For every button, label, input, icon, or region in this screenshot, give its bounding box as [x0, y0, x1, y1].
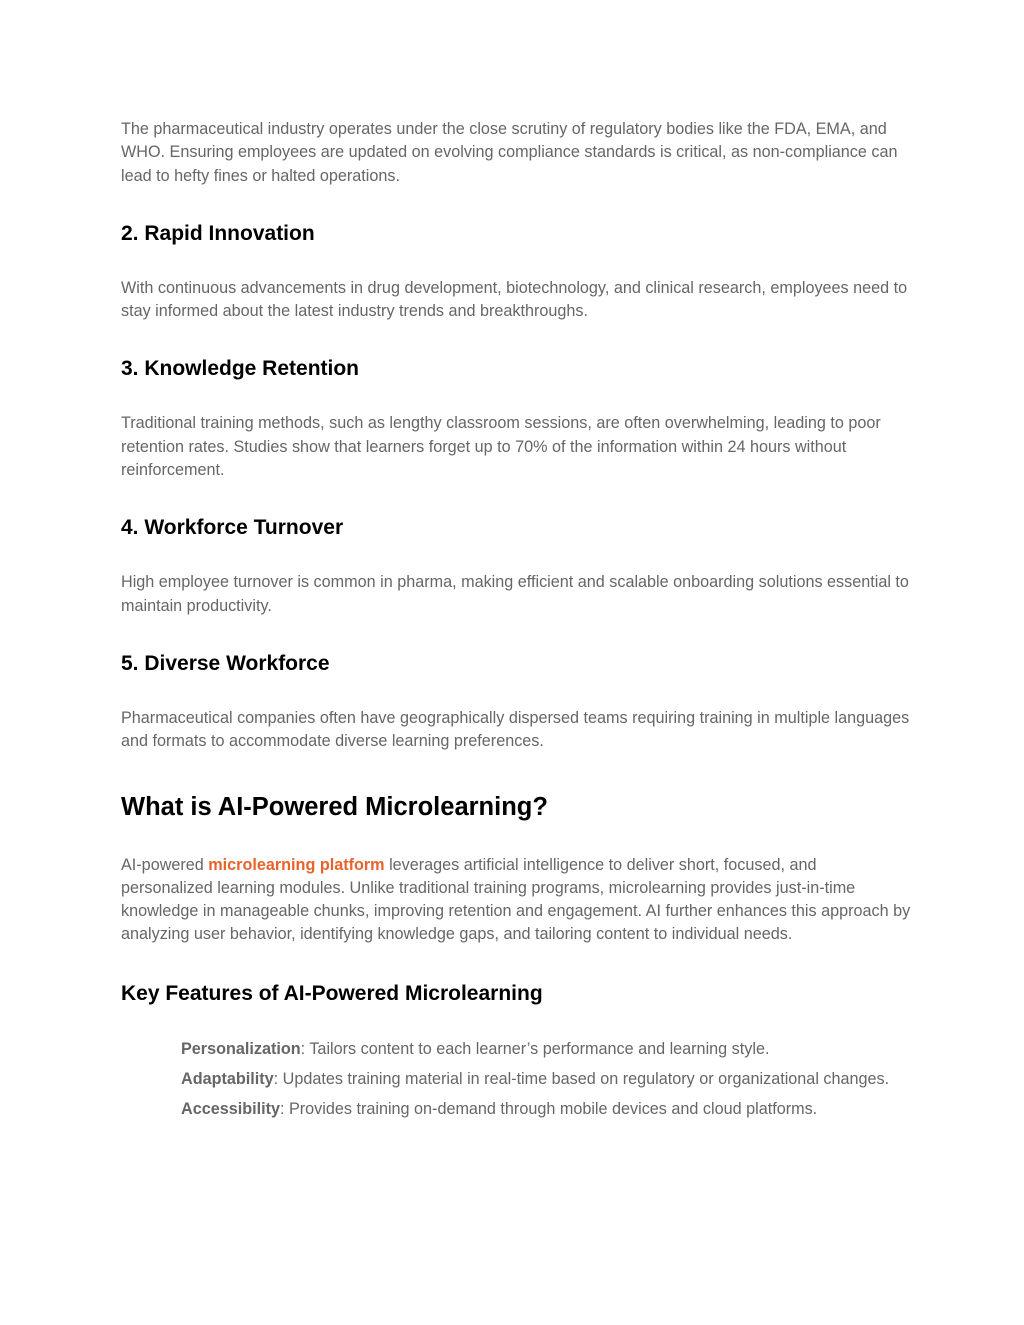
feature-term: Adaptability	[181, 1070, 274, 1089]
feature-item-personalization	[181, 1034, 911, 1064]
section-heading-workforce-turnover: 4. Workforce Turnover	[121, 516, 344, 540]
intro-paragraph: The pharmaceutical industry operates under the close scrutiny of regulatory bodies like the FDA, EMA, and WHO. Ensuring employees are updated on evolving compliance standards is critical, as non-compliance can lead to hefty fines or halted operations.	[121, 120, 898, 185]
section-paragraph-diverse-workforce: Pharmaceutical companies often have geographically dispersed teams requiring training in multiple languages and formats to accommodate diverse learning preferences.	[121, 708, 910, 751]
feature-description: : Updates training material in real-time based on regulatory or organizational changes.	[273, 1070, 890, 1089]
feature-term: Personalization	[181, 1039, 301, 1058]
feature-item-accessibility	[181, 1094, 911, 1124]
heading-key-features: Key Features of AI-Powered Microlearning	[121, 981, 543, 1005]
microlearning-platform-link[interactable]: microlearning platform	[208, 855, 385, 874]
feature-description: : Tailors content to each learner’s performance and learning style.	[300, 1039, 770, 1058]
key-features-list	[121, 1034, 911, 1125]
section-heading-rapid-innovation: 2. Rapid Innovation	[121, 221, 315, 245]
section-heading-knowledge-retention: 3. Knowledge Retention	[121, 357, 360, 381]
feature-description: : Provides training on-demand through mobile devices and cloud platforms.	[279, 1100, 818, 1119]
feature-term: Accessibility	[181, 1100, 280, 1119]
feature-item-adaptability	[181, 1064, 911, 1094]
what-is-text-start: AI-powered	[121, 855, 209, 874]
document-page	[121, 118, 911, 1125]
section-paragraph-rapid-innovation: With continuous advancements in drug development, biotechnology, and clinical research, employees need to stay informed about the latest industry trends and breakthroughs.	[121, 278, 908, 321]
heading-what-is-ai-microlearning: What is AI-Powered Microlearning?	[121, 792, 548, 821]
section-paragraph-knowledge-retention: Traditional training methods, such as lengthy classroom sessions, are often overwhelming, leading to poor retention rates. Studies show that learners forget up to 70% of the information within 24 hours without reinforcement.	[121, 414, 881, 480]
what-is-text-end: leverages artificial intelligence to deliver short, focused, and personalized learning modules. Unlike traditional training programs, microlearning provides just-in-time knowledge in manageable chunks, improving retention and engagement. AI further enhances this approach by analyzing user behavior, identifying knowledge gaps, and tailoring content to individual needs.	[121, 855, 911, 944]
section-paragraph-workforce-turnover: High employee turnover is common in pharma, making efficient and scalable onboarding solutions essential to maintain productivity.	[121, 573, 909, 615]
what-is-paragraph	[121, 854, 911, 947]
section-heading-diverse-workforce: 5. Diverse Workforce	[121, 651, 330, 675]
